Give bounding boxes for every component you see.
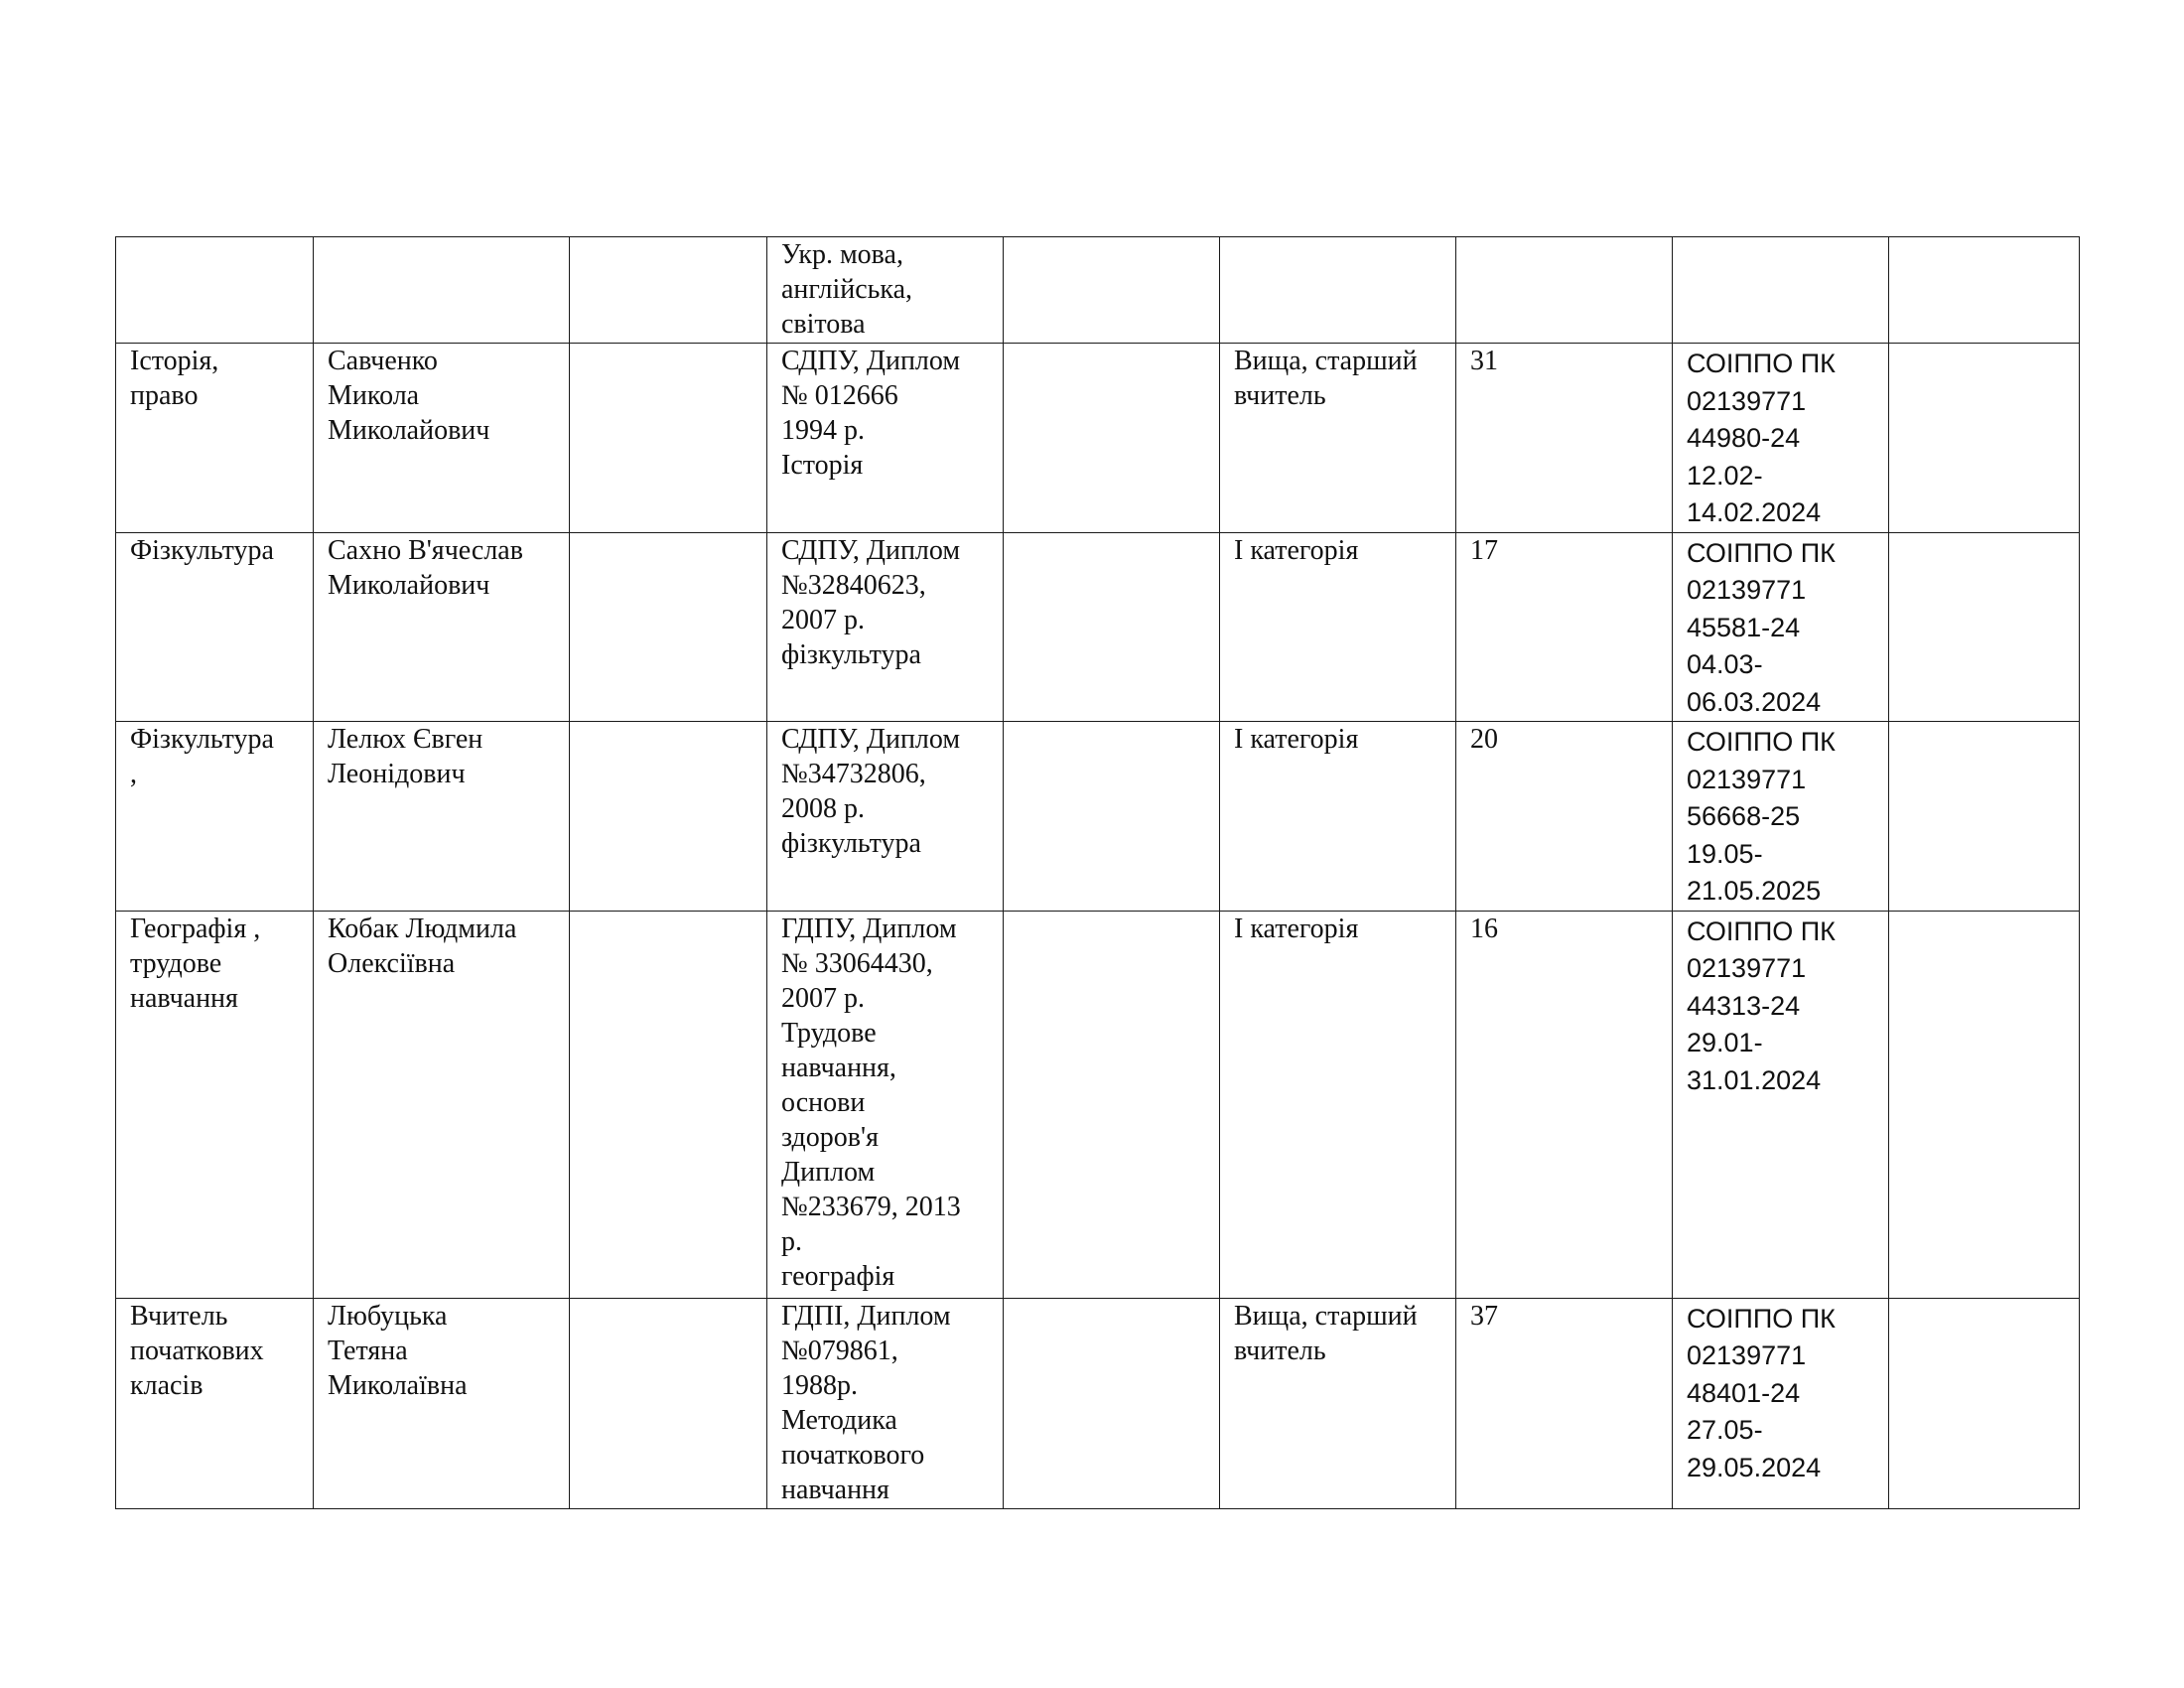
subject-cell: Вчитель початкових класів — [116, 1298, 314, 1508]
empty-cell — [1889, 911, 2080, 1298]
empty-cell — [1889, 532, 2080, 722]
subject-cell: Географія , трудове навчання — [116, 911, 314, 1298]
course-cell: СОІППО ПК 02139771 44980-24 12.02- 14.02.2024 — [1673, 344, 1889, 533]
table-row — [116, 1298, 2080, 1508]
experience-cell: 20 — [1456, 722, 1673, 912]
empty-cell — [1004, 722, 1220, 912]
table-row — [116, 722, 2080, 912]
empty-cell — [1004, 344, 1220, 533]
education-cell: Укр. мова, англійська, світова — [767, 237, 1004, 344]
empty-cell — [570, 344, 767, 533]
name-cell — [314, 237, 570, 344]
empty-cell — [1004, 1298, 1220, 1508]
empty-cell — [1889, 344, 2080, 533]
table-row — [116, 911, 2080, 1298]
empty-cell — [1004, 532, 1220, 722]
education-cell: СДПУ, Диплом №34732806, 2008 р. фізкультура — [767, 722, 1004, 912]
name-cell: Сахно В'ячеслав Миколайович — [314, 532, 570, 722]
empty-cell — [1889, 237, 2080, 344]
subject-cell — [116, 237, 314, 344]
empty-cell — [1004, 911, 1220, 1298]
course-cell: СОІППО ПК 02139771 44313-24 29.01- 31.01.2024 — [1673, 911, 1889, 1298]
empty-cell — [570, 532, 767, 722]
empty-cell — [570, 722, 767, 912]
category-cell: І категорія — [1220, 722, 1456, 912]
course-cell: СОІППО ПК 02139771 48401-24 27.05- 29.05.2024 — [1673, 1298, 1889, 1508]
course-cell: СОІППО ПК 02139771 45581-24 04.03- 06.03.2024 — [1673, 532, 1889, 722]
experience-cell: 17 — [1456, 532, 1673, 722]
category-cell — [1220, 237, 1456, 344]
category-cell: Вища, старший вчитель — [1220, 1298, 1456, 1508]
subject-cell: Фізкультура , — [116, 722, 314, 912]
education-cell: ГДПУ, Диплом № 33064430, 2007 р. Трудове навчання, основи здоров'я Диплом №233679, 2013 р. географія — [767, 911, 1004, 1298]
empty-cell — [1004, 237, 1220, 344]
table-row — [116, 237, 2080, 344]
empty-cell — [570, 1298, 767, 1508]
education-cell: СДПУ, Диплом №32840623, 2007 р. фізкультура — [767, 532, 1004, 722]
empty-cell — [570, 237, 767, 344]
experience-cell: 31 — [1456, 344, 1673, 533]
experience-cell: 37 — [1456, 1298, 1673, 1508]
empty-cell — [570, 911, 767, 1298]
course-cell: СОІППО ПК 02139771 56668-25 19.05- 21.05.2025 — [1673, 722, 1889, 912]
name-cell: Любуцька Тетяна Миколаївна — [314, 1298, 570, 1508]
subject-cell: Фізкультура — [116, 532, 314, 722]
course-cell — [1673, 237, 1889, 344]
name-cell: Кобак Людмила Олексіївна — [314, 911, 570, 1298]
category-cell: І категорія — [1220, 911, 1456, 1298]
experience-cell: 16 — [1456, 911, 1673, 1298]
experience-cell — [1456, 237, 1673, 344]
empty-cell — [1889, 722, 2080, 912]
name-cell: Лелюх Євген Леонідович — [314, 722, 570, 912]
empty-cell — [1889, 1298, 2080, 1508]
name-cell: Савченко Микола Миколайович — [314, 344, 570, 533]
category-cell: І категорія — [1220, 532, 1456, 722]
table-row — [116, 344, 2080, 533]
education-cell: СДПУ, Диплом № 012666 1994 р. Історія — [767, 344, 1004, 533]
subject-cell: Історія, право — [116, 344, 314, 533]
staff-table — [115, 236, 2080, 1509]
table-row — [116, 532, 2080, 722]
category-cell: Вища, старший вчитель — [1220, 344, 1456, 533]
education-cell: ГДПІ, Диплом №079861, 1988р. Методика початкового навчання — [767, 1298, 1004, 1508]
